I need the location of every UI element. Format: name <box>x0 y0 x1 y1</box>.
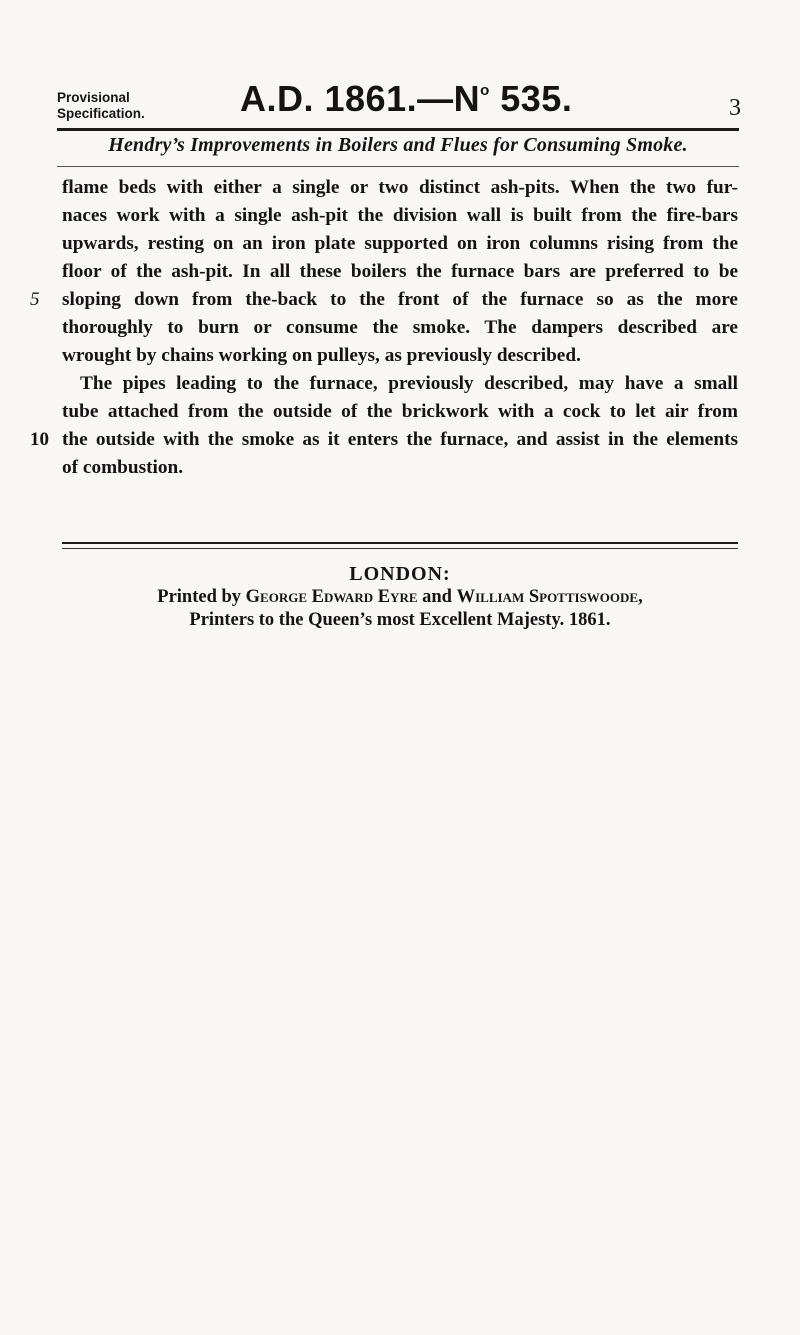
line-text: the outside with the smoke as it enters the furnace, and assist in the elements <box>62 429 738 450</box>
imprint-place: LONDON: <box>349 563 451 585</box>
line-text: tube attached from the outside of the brickwork with a cock to let air from <box>62 401 738 422</box>
title-superscript: o <box>480 82 490 99</box>
subtitle-rule <box>57 166 739 167</box>
footer-rule-thick <box>62 542 738 544</box>
line-text: upwards, resting on an iron plate supported on iron columns rising from the <box>62 233 738 254</box>
document-subtitle: Hendry’s Improvements in Boilers and Flues for Consuming Smoke. <box>108 134 688 156</box>
printer-name-2: William Spottiswoode, <box>456 587 643 607</box>
page-title <box>240 78 572 120</box>
imprint-and: and <box>417 587 457 607</box>
title-number: 535. <box>489 78 573 119</box>
printed-by: Printed by <box>157 587 246 607</box>
line-text: The pipes leading to the furnace, previously described, may have a small <box>80 373 738 394</box>
line-text: thoroughly to burn or consume the smoke. The dampers described are <box>62 317 738 338</box>
text-line <box>62 202 738 230</box>
footer-rule-thin <box>62 548 738 549</box>
line-text: sloping down from the-back to the front of the furnace so as the more <box>62 289 738 310</box>
text-line <box>62 258 738 286</box>
text-line <box>62 230 738 258</box>
body-text <box>30 174 738 482</box>
text-line <box>62 370 738 398</box>
specification-word: Specification. <box>57 106 145 121</box>
line-text: flame beds with either a single or two distinct ash-pits. When the two fur- <box>62 177 738 198</box>
provisional-label: Provisional <box>57 90 130 105</box>
text-line <box>62 174 738 202</box>
line-text: naces work with a single ash-pit the division wall is built from the fire-bars <box>62 205 738 226</box>
text-line <box>62 342 738 370</box>
page-number: 3 <box>729 95 741 121</box>
text-line <box>30 426 738 454</box>
line-text: wrought by chains working on pulleys, as previously described. <box>62 345 581 366</box>
printer-imprint <box>62 562 738 632</box>
text-line <box>62 454 738 482</box>
imprint-majesty-line: Printers to the Queen’s most Excellent Majesty. 1861. <box>189 610 611 630</box>
line-text: floor of the ash-pit. In all these boilers the furnace bars are preferred to be <box>62 261 738 282</box>
header-rule <box>57 128 739 131</box>
line-number: 10 <box>30 429 49 450</box>
text-line <box>62 314 738 342</box>
line-text: of combustion. <box>62 457 184 478</box>
line-number: 5 <box>30 289 40 310</box>
specification-label <box>57 90 145 122</box>
text-line <box>30 286 738 314</box>
printer-name-1: George Edward Eyre <box>245 587 418 607</box>
title-main: A.D. 1861.—N <box>240 78 481 119</box>
text-line <box>62 398 738 426</box>
imprint-printers <box>62 586 738 609</box>
